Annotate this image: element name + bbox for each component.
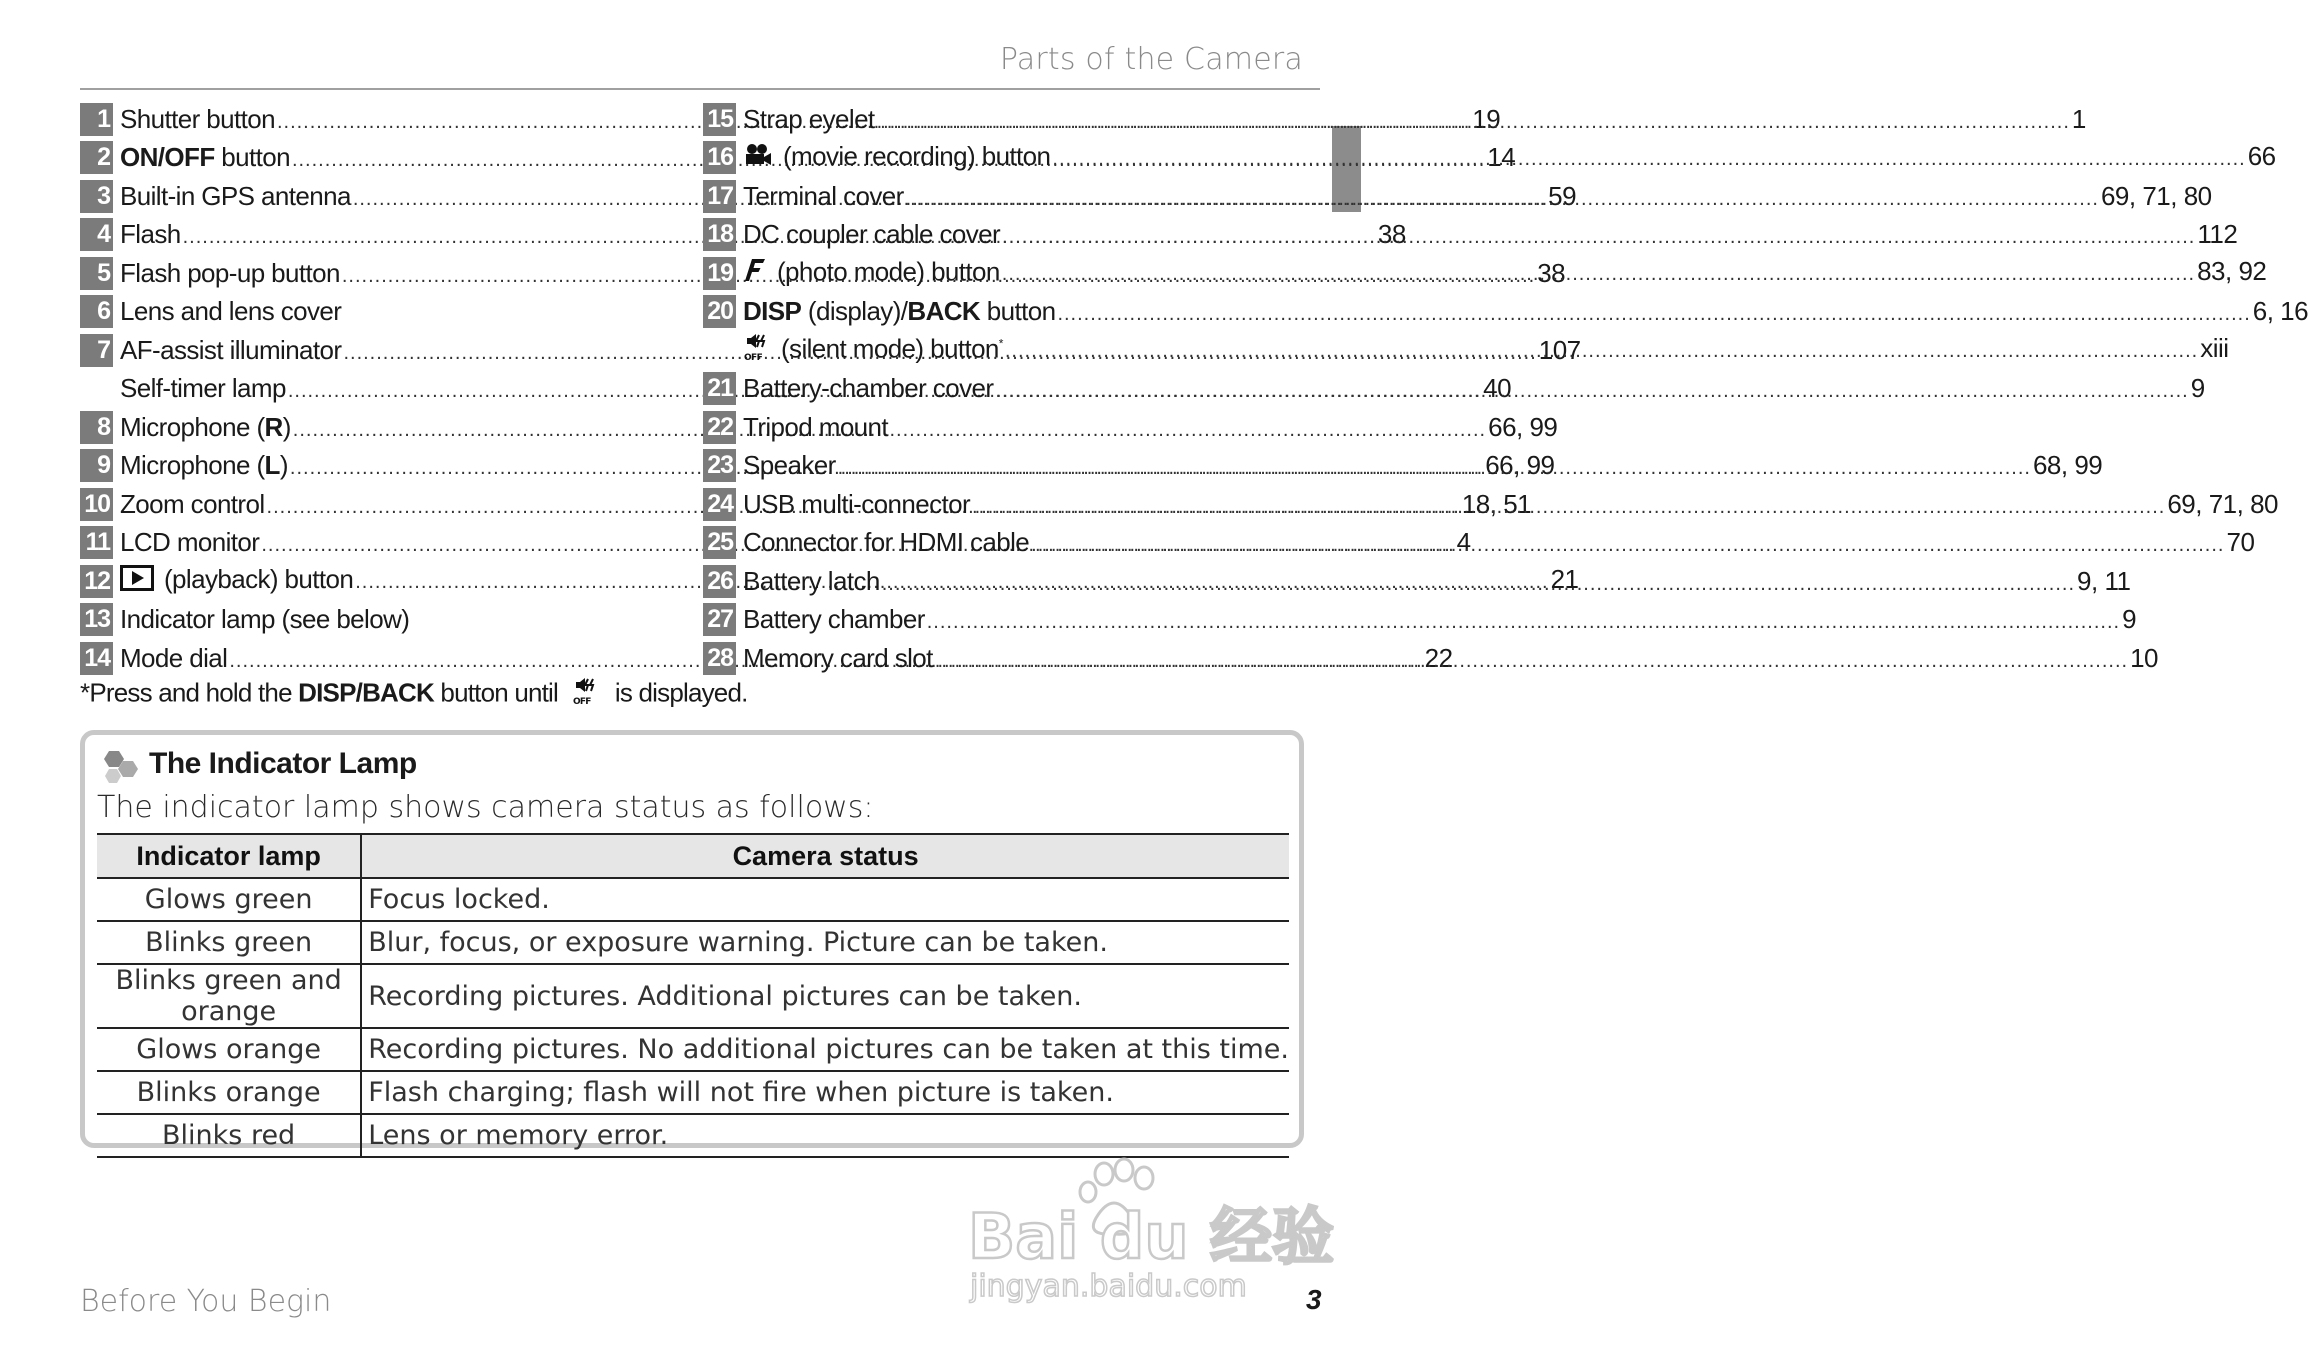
page-reference: 1: [2071, 103, 2086, 134]
item-number: 27: [703, 603, 736, 636]
indicator-cell: Blinks red: [97, 1114, 361, 1157]
item-number: [703, 334, 736, 367]
item-number: 13: [80, 603, 113, 636]
page-reference: 112: [2197, 219, 2238, 250]
leader-dots: [1031, 534, 2224, 557]
item-label-part: LCD monitor: [120, 527, 260, 558]
item-label: [743, 566, 2130, 597]
footer-section-title: Before You Begin: [80, 1284, 332, 1319]
item-label-part: Self-timer lamp: [120, 373, 286, 404]
indicator-cell: Glows green: [97, 878, 361, 921]
item-number: [80, 372, 113, 405]
item-label-part: *: [998, 336, 1003, 351]
item-number: 14: [80, 642, 113, 675]
item-label-part: (silent mode) button: [781, 333, 999, 364]
status-cell: Flash charging; flash will not fire when picture is taken.: [361, 1071, 1289, 1114]
leader-dots: [1005, 340, 2198, 363]
indicator-cell: Glows orange: [97, 1028, 361, 1071]
item-number: 18: [703, 218, 736, 251]
item-number: 22: [703, 411, 736, 444]
status-cell: Focus locked.: [361, 878, 1289, 921]
leader-dots: [927, 611, 2120, 634]
column-header-status: Camera status: [361, 834, 1289, 878]
item-label: [743, 219, 2237, 250]
item-number: 16: [703, 141, 736, 174]
indicator-lamp-title: The Indicator Lamp: [149, 747, 417, 780]
footnote-bold: DISP/BACK: [298, 677, 434, 708]
indicator-lamp-intro: The indicator lamp shows camera status as follows:: [97, 790, 874, 825]
page-reference: 70: [2226, 527, 2255, 558]
item-label-part: Microphone (: [120, 411, 265, 442]
list-item: [80, 601, 680, 640]
list-item: [703, 293, 2308, 332]
item-number: 12: [80, 565, 113, 598]
item-label-part: DC coupler cable cover: [743, 219, 1001, 250]
item-number: 2: [80, 141, 113, 174]
status-cell: Recording pictures. Additional pictures can be taken.: [361, 964, 1289, 1028]
list-item: [703, 601, 2137, 640]
page-reference: 9, 11: [2077, 565, 2131, 596]
item-label-part: button: [980, 296, 1056, 327]
leader-dots: [1057, 303, 2250, 326]
page-reference: 4: [1456, 527, 1471, 558]
item-label: [743, 412, 1303, 443]
item-number: 23: [703, 449, 736, 482]
page-reference: 69, 71, 80: [2100, 180, 2212, 211]
item-number: 8: [80, 411, 113, 444]
item-label-part: Zoom control: [120, 488, 265, 519]
item-label-part: Microphone (: [120, 450, 265, 481]
item-label-part: Lens and lens cover: [120, 296, 342, 327]
list-item: [703, 408, 1303, 447]
item-label-part: Tripod mount: [743, 411, 889, 442]
leader-dots: [882, 573, 2075, 596]
photo-mode-f-icon: [743, 256, 767, 291]
item-number: 24: [703, 488, 736, 521]
page-reference: 19: [1472, 103, 1501, 134]
column-header-indicator: Indicator lamp: [97, 834, 361, 878]
table-header-row: [97, 834, 1289, 878]
item-label: [743, 332, 2229, 369]
item-label-part: Flash: [120, 219, 181, 250]
page-reference: 69, 71, 80: [2167, 488, 2278, 519]
item-label-part: (display)/: [801, 296, 908, 327]
baidu-watermark: [966, 1158, 1335, 1313]
indicator-cell: Blinks green and orange: [97, 964, 361, 1028]
item-number: 6: [80, 295, 113, 328]
item-label-part: USB multi-connector: [743, 488, 971, 519]
item-number: 10: [80, 488, 113, 521]
item-label-part: Battery latch: [743, 565, 880, 596]
item-label-part: ON/OFF: [120, 142, 215, 173]
page-reference: 18, 51: [1461, 488, 1532, 519]
item-label: [743, 296, 2308, 327]
page-reference: 66: [2247, 141, 2276, 172]
page-reference: 21: [1550, 564, 1579, 595]
item-label-part: R: [264, 411, 283, 442]
table-row: [97, 921, 1289, 964]
footnote-text-1: *Press and hold the: [80, 677, 299, 708]
leader-dots: [838, 457, 2031, 480]
item-label-part: (movie recording) button: [783, 141, 1051, 172]
page-reference: 14: [1487, 142, 1516, 173]
item-number: 20: [703, 295, 736, 328]
indicator-lamp-box: [80, 730, 1304, 1151]
table-row: [97, 964, 1289, 1028]
list-item: [80, 293, 680, 332]
page-reference: 9: [2122, 604, 2137, 635]
item-label: [743, 181, 2212, 212]
item-label-part: Battery-chamber cover: [743, 373, 994, 404]
item-label-part: Battery chamber: [743, 604, 925, 635]
indicator-cell: Blinks orange: [97, 1071, 361, 1114]
item-number: 3: [80, 180, 113, 213]
list-item: [703, 524, 2255, 563]
item-number: 19: [703, 257, 736, 290]
leader-dots: [935, 650, 2128, 673]
item-number: 15: [703, 103, 736, 136]
item-number: 7: [80, 334, 113, 367]
silent-mode-icon: [572, 676, 600, 713]
item-label: [743, 373, 2205, 404]
watermark-text: Bai du 经验: [968, 1200, 1335, 1273]
item-label-part: L: [264, 450, 280, 481]
leader-dots: [1002, 263, 2195, 286]
item-label: [743, 104, 2086, 135]
item-label-part: AF-assist illuminator: [120, 334, 342, 365]
status-cell: Blur, focus, or exposure warning. Picture can be taken.: [361, 921, 1289, 964]
item-label: [743, 527, 2254, 558]
status-cell: Recording pictures. No additional pictures can be taken at this time.: [361, 1028, 1289, 1071]
page-reference: 6, 16: [2252, 296, 2308, 327]
header-rule: [80, 88, 1320, 90]
item-label-part: (playback) button: [164, 564, 354, 595]
page-reference: 66, 99: [1488, 411, 1558, 442]
item-label-part: Built-in GPS antenna: [120, 180, 351, 211]
item-label: [743, 643, 2158, 674]
page-reference: 40: [1483, 373, 1512, 404]
page-reference: 38: [1537, 257, 1566, 288]
leader-dots: [877, 111, 2070, 134]
leader-dots: [1002, 226, 2195, 249]
item-label-part: ): [279, 450, 288, 481]
page-reference: 22: [1424, 642, 1453, 673]
item-label: [743, 604, 2136, 635]
page-reference: 59: [1548, 180, 1577, 211]
item-number: 26: [703, 565, 736, 598]
leader-dots: [972, 496, 2165, 519]
page-header-title: Parts of the Camera: [999, 42, 1303, 77]
page-reference: 68, 99: [2032, 450, 2103, 481]
movie-camera-icon: [743, 143, 773, 174]
note-icon: [99, 749, 141, 794]
table-row: [97, 1071, 1289, 1114]
leader-dots: [995, 380, 2188, 403]
item-label: [120, 296, 680, 327]
playback-icon: [120, 565, 154, 598]
svg-text:OFF: OFF: [744, 352, 763, 363]
silent-mode-icon: [743, 332, 771, 369]
page-reference: 107: [1538, 334, 1581, 365]
item-label: [743, 141, 2276, 174]
page-reference: 9: [2190, 373, 2205, 404]
item-label-part: Strap eyelet: [743, 103, 875, 134]
item-label-part: BACK: [907, 296, 981, 327]
leader-dots: [1052, 148, 2245, 171]
item-label-part: (photo mode) button: [777, 256, 1000, 287]
item-number: 17: [703, 180, 736, 213]
item-label-part: Shutter button: [120, 103, 275, 134]
item-number: 28: [703, 642, 736, 675]
item-number: 1: [80, 103, 113, 136]
item-label-part: Speaker: [743, 450, 836, 481]
footnote: [80, 676, 748, 713]
item-number: 4: [80, 218, 113, 251]
page-reference: 38: [1377, 219, 1406, 250]
item-label-part: Memory card slot: [743, 642, 933, 673]
item-label-part: button: [214, 142, 290, 173]
item-number: 25: [703, 526, 736, 559]
item-label-part: Connector for HDMI cable: [743, 527, 1030, 558]
item-number: 9: [80, 449, 113, 482]
footnote-text-3: is displayed.: [608, 677, 748, 708]
item-number: 11: [80, 526, 113, 559]
item-label-part: DISP: [743, 296, 802, 327]
item-label-part: ): [282, 411, 291, 442]
indicator-lamp-table: [97, 833, 1289, 1158]
page-reference: 10: [2130, 642, 2159, 673]
item-number: 5: [80, 257, 113, 290]
item-label: [743, 489, 2278, 520]
table-row: [97, 878, 1289, 921]
svg-text:OFF: OFF: [573, 697, 591, 707]
page-reference: 66, 99: [1485, 450, 1555, 481]
item-label-part: Mode dial: [120, 642, 228, 673]
table-row: [97, 1028, 1289, 1071]
status-cell: Lens or memory error.: [361, 1114, 1289, 1157]
table-row: [97, 1114, 1289, 1157]
leader-dots: [906, 188, 2099, 211]
item-label-part: Terminal cover: [743, 180, 904, 211]
item-label: [743, 256, 2266, 291]
page-number: 3: [1306, 1284, 1322, 1315]
item-label-part: Indicator lamp (see below): [120, 604, 410, 635]
item-label-part: Flash pop-up button: [120, 257, 340, 288]
item-label: [743, 450, 2102, 481]
footnote-text-2: button until: [433, 677, 565, 708]
watermark-url: jingyan.baidu.com: [970, 1269, 1247, 1304]
item-number: 21: [703, 372, 736, 405]
page-reference: xiii: [2200, 333, 2229, 364]
item-label: [120, 604, 680, 635]
page-reference: 83, 92: [2197, 256, 2267, 287]
indicator-cell: Blinks green: [97, 921, 361, 964]
